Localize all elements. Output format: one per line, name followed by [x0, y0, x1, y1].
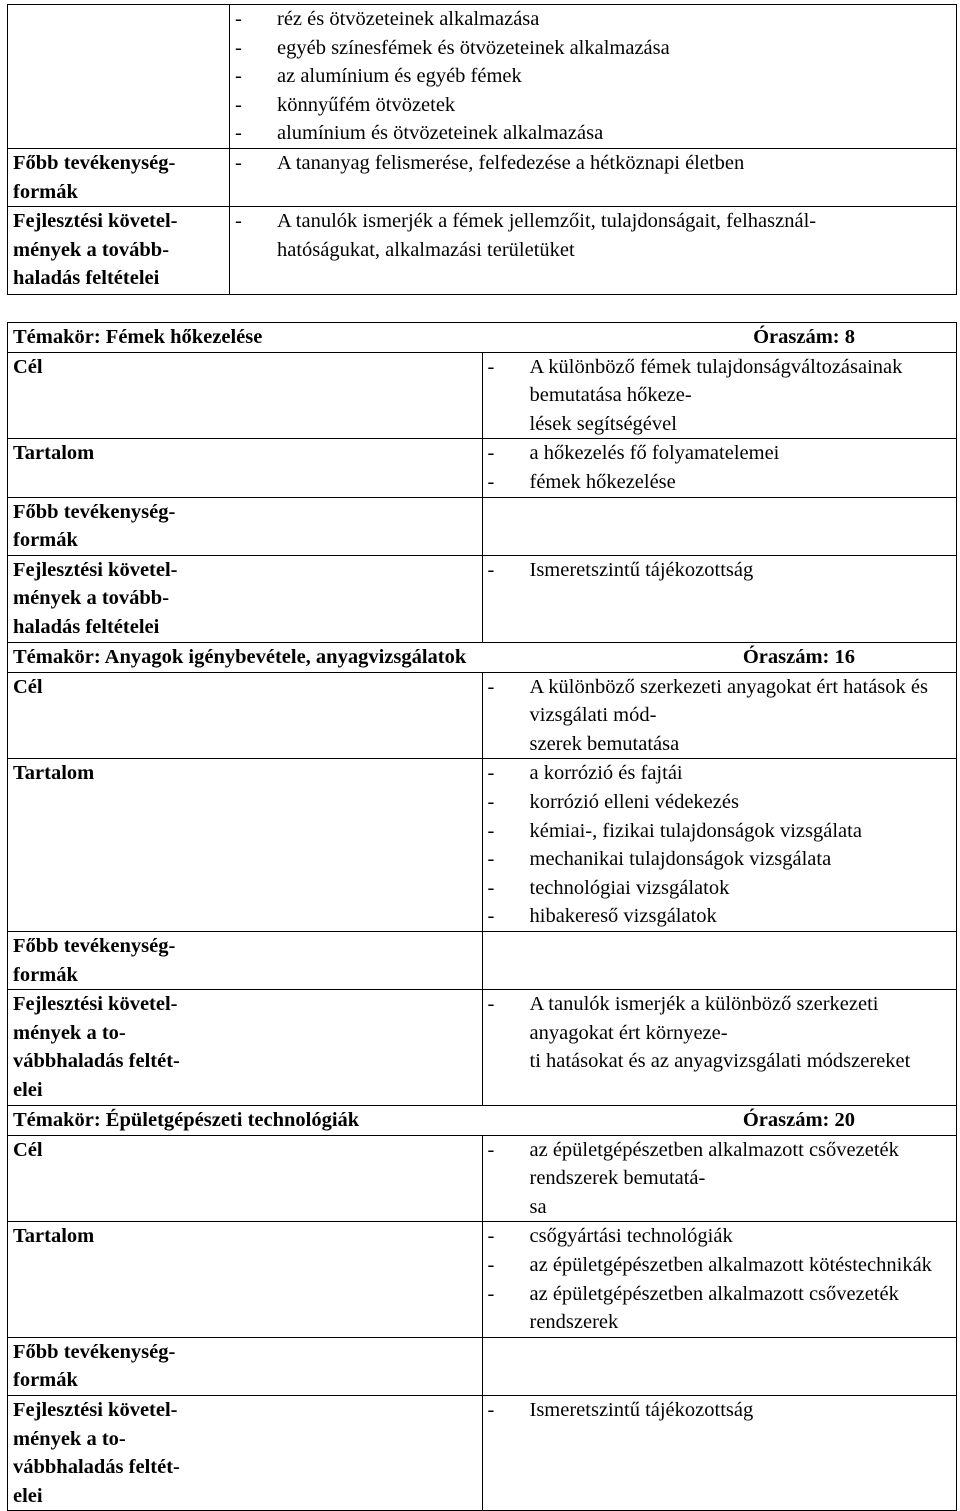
list-item: - alumínium és ötvözeteinek alkalmazása	[235, 122, 604, 145]
list-item: - az alumínium és egyéb fémek	[235, 65, 522, 88]
content-cell	[482, 1222, 957, 1337]
activities-label: Főbb tevékenység- formák	[8, 931, 483, 989]
list-item: - réz és ötvözeteinek alkalmazása	[235, 8, 540, 30]
list-item: - A különböző fémek tulajdonságváltozásainak bemutatása hőkeze- lések segítségével	[487, 355, 903, 435]
activities-label: Főbb tevékenység- formák	[8, 497, 483, 555]
requirements-cell	[482, 990, 957, 1106]
list-item: - A tanulók ismerjék a fémek jellemzőit, tulajdonságait, felhasznál- hatóságukat, alkalmazási területüket	[235, 210, 817, 261]
topic-header	[8, 323, 957, 353]
goal-cell	[482, 352, 957, 439]
topic-title: Témakör: Fémek hőkezelése	[13, 326, 263, 348]
content-cell	[482, 439, 957, 497]
topic-header	[8, 1106, 957, 1136]
list-item: - az épületgépészetben alkalmazott csővezeték rendszerek	[487, 1282, 899, 1334]
activities-cell	[482, 931, 957, 989]
activities-cell	[482, 497, 957, 555]
content-label: Tartalom	[8, 439, 483, 497]
continued-topic-table	[7, 4, 957, 295]
list-item: - fémek hőkezelése	[487, 470, 676, 493]
content-cell	[482, 759, 957, 932]
topic-title: Témakör: Anyagok igénybevétele, anyagvizsgálatok	[13, 646, 467, 668]
list-item: - kémiai-, fizikai tulajdonságok vizsgálata	[487, 819, 862, 842]
list-item: - technológiai vizsgálatok	[487, 876, 730, 899]
goal-label: Cél	[8, 352, 483, 439]
continued-content-cell	[230, 5, 957, 149]
list-item: - az épületgépészetben alkalmazott kötéstechnikák	[487, 1253, 932, 1276]
list-item: - a korrózió és fajtái	[487, 762, 683, 785]
topic-table-building-services	[7, 1105, 957, 1511]
activities-label: Főbb tevékenység- formák	[8, 148, 230, 206]
activities-cell	[230, 148, 957, 206]
list-item: - mechanikai tulajdonságok vizsgálata	[487, 848, 832, 871]
list-item: - A tanulók ismerjék a különböző szerkezeti anyagokat ért környeze- ti hatásokat és az anyagvizsgálati módszereket	[487, 993, 911, 1073]
requirements-label: Fejlesztési követel- mények a tovább- haladás feltételei	[8, 555, 483, 642]
topic-table-heat-treatment	[7, 322, 957, 643]
hours-label: Óraszám: 16	[742, 646, 855, 668]
requirements-cell	[230, 207, 957, 295]
goal-label: Cél	[8, 1135, 483, 1222]
goal-label: Cél	[8, 672, 483, 759]
content-label: Tartalom	[8, 1222, 483, 1337]
list-item: - a hőkezelés fő folyamatelemei	[487, 442, 780, 465]
list-item: - az épületgépészetben alkalmazott csővezeték rendszerek bemutatá- sa	[487, 1138, 899, 1218]
hours-label: Óraszám: 8	[753, 326, 855, 348]
goal-cell	[482, 1135, 957, 1222]
continued-content-list	[235, 5, 956, 148]
list-item: - egyéb színesfémek és ötvözeteinek alkalmazása	[235, 36, 670, 59]
list-item: - hibakereső vizsgálatok	[487, 905, 717, 928]
list-item: - Ismeretszintű tájékozottság	[487, 1398, 754, 1421]
list-item: - Ismeretszintű tájékozottság	[487, 558, 754, 581]
activities-cell	[482, 1337, 957, 1395]
list-item: - A tananyag felismerése, felfedezése a hétköznapi életben	[235, 151, 745, 174]
list-item: - csőgyártási technológiák	[487, 1225, 733, 1248]
content-label: Tartalom	[8, 759, 483, 932]
requirements-label: Fejlesztési követel- mények a to- vábbhaladás feltét- elei	[8, 1395, 483, 1510]
list-item: - könnyűfém ötvözetek	[235, 93, 456, 116]
topic-title: Témakör: Épületgépészeti technológiák	[13, 1109, 360, 1131]
requirements-cell	[482, 1395, 957, 1510]
hours-label: Óraszám: 20	[742, 1109, 855, 1131]
list-item: - korrózió elleni védekezés	[487, 790, 739, 813]
topic-table-material-testing	[7, 642, 957, 1106]
requirements-label: Fejlesztési követel- mények a tovább- haladás feltételei	[8, 207, 230, 295]
activities-label: Főbb tevékenység- formák	[8, 1337, 483, 1395]
topic-header	[8, 643, 957, 673]
list-item: - A különböző szerkezeti anyagokat ért hatások és vizsgálati mód- szerek bemutatása	[487, 675, 928, 755]
empty-label-cell	[8, 5, 230, 149]
requirements-label: Fejlesztési követel- mények a to- vábbhaladás feltét- elei	[8, 990, 483, 1106]
goal-cell	[482, 672, 957, 759]
requirements-cell	[482, 555, 957, 642]
